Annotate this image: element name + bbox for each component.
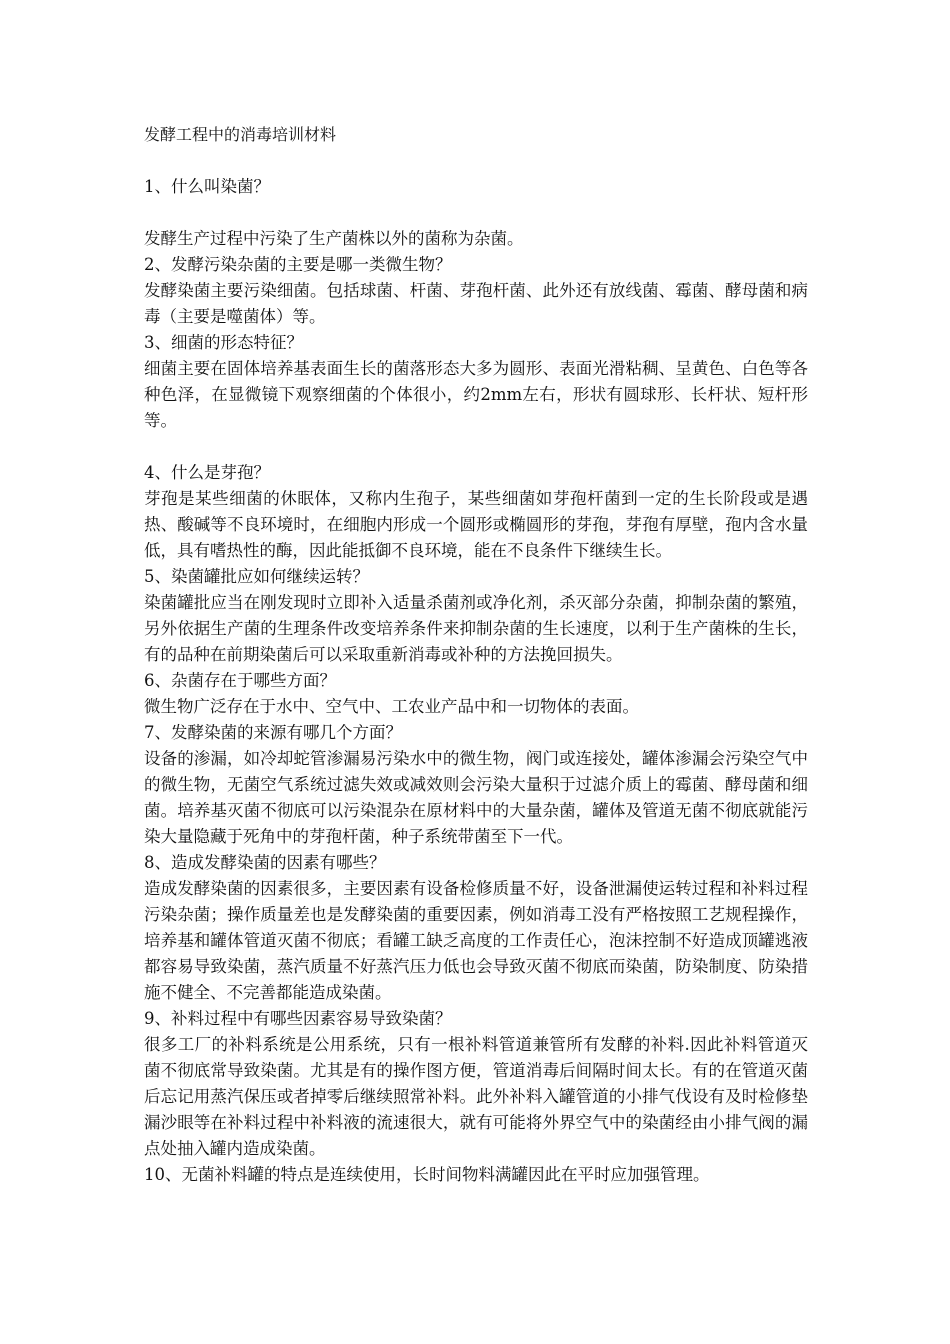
spacer	[144, 200, 808, 226]
question-9: 9、补料过程中有哪些因素容易导致染菌？	[144, 1009, 452, 1028]
question-10: 10、无菌补料罐的特点是连续使用，长时间物料满罐因此在平时应加强管理。	[144, 1165, 710, 1184]
answer-1: 发酵生产过程中污染了生产菌株以外的菌称为杂菌。	[144, 229, 524, 248]
answer-4: 芽孢是某些细菌的休眠体，又称内生孢子，某些细菌如芽孢杆菌到一定的生长阶段或是遇热、酸碱等不良环境时，在细胞内形成一个圆形或椭圆形的芽孢，芽孢有厚壁，孢内含水量低，具有嗜热性的酶，因此能抵御不良环境，能在不良条件下继续生长。	[144, 489, 808, 560]
question-3: 3、细菌的形态特征？	[144, 333, 303, 352]
question-1: 1、什么叫染菌？	[144, 177, 270, 196]
answer-7: 设备的渗漏，如冷却蛇管渗漏易污染水中的微生物，阀门或连接处，罐体渗漏会污染空气中的微生物，无菌空气系统过滤失效或减效则会污染大量积于过滤介质上的霉菌、酵母菌和细菌。培养基灭菌不彻底可以污染混杂在原材料中的大量杂菌，罐体及管道无菌不彻底就能污染大量隐藏于死角中的芽孢杆菌，种子系统带菌至下一代。	[144, 749, 808, 846]
answer-5: 染菌罐批应当在刚发现时立即补入适量杀菌剂或净化剂，杀灭部分杂菌，抑制杂菌的繁殖，另外依据生产菌的生理条件改变培养条件来抑制杂菌的生长速度，以利于生产菌株的生长，有的品种在前期染菌后可以采取重新消毒或补种的方法挽回损失。	[144, 593, 808, 664]
question-5: 5、染菌罐批应如何继续运转？	[144, 567, 369, 586]
question-2: 2、发酵污染杂菌的主要是哪一类微生物？	[144, 255, 452, 274]
spacer	[144, 434, 808, 460]
spacer	[144, 148, 808, 174]
question-7: 7、发酵染菌的来源有哪几个方面？	[144, 723, 402, 742]
document-title: 发酵工程中的消毒培训材料	[144, 125, 337, 144]
answer-6: 微生物广泛存在于水中、空气中、工农业产品中和一切物体的表面。	[144, 697, 639, 716]
answer-3: 细菌主要在固体培养基表面生长的菌落形态大多为圆形、表面光滑粘稠、呈黄色、白色等各种色泽，在显微镜下观察细菌的个体很小，约2mm左右，形状有圆球形、长杆状、短杆形等。	[144, 359, 808, 430]
answer-2: 发酵染菌主要污染细菌。包括球菌、杆菌、芽孢杆菌、此外还有放线菌、霉菌、酵母菌和病毒（主要是噬菌体）等。	[144, 281, 808, 326]
question-8: 8、造成发酵染菌的因素有哪些？	[144, 853, 386, 872]
document-page	[144, 122, 808, 1188]
answer-9: 很多工厂的补料系统是公用系统，只有一根补料管道兼管所有发酵的补料.因此补料管道灭菌不彻底常导致染菌。尤其是有的操作图方便，管道消毒后间隔时间太长。有的在管道灭菌后忘记用蒸汽保压或者掉零后继续照常补料。此外补料入罐管道的小排气伐设有及时检修垫漏沙眼等在补料过程中补料液的流速很大，就有可能将外界空气中的染菌经由小排气阀的漏点处抽入罐内造成染菌。	[144, 1035, 808, 1158]
question-6: 6、杂菌存在于哪些方面？	[144, 671, 336, 690]
answer-8: 造成发酵染菌的因素很多，主要因素有设备检修质量不好，设备泄漏使运转过程和补料过程污染杂菌；操作质量差也是发酵染菌的重要因素，例如消毒工没有严格按照工艺规程操作，培养基和罐体管道灭菌不彻底；看罐工缺乏高度的工作责任心，泡沫控制不好造成顶罐逃液都容易导致染菌，蒸汽质量不好蒸汽压力低也会导致灭菌不彻底而染菌，防染制度、防染措施不健全、不完善都能造成染菌。	[144, 879, 808, 1002]
question-4: 4、什么是芽孢？	[144, 463, 270, 482]
